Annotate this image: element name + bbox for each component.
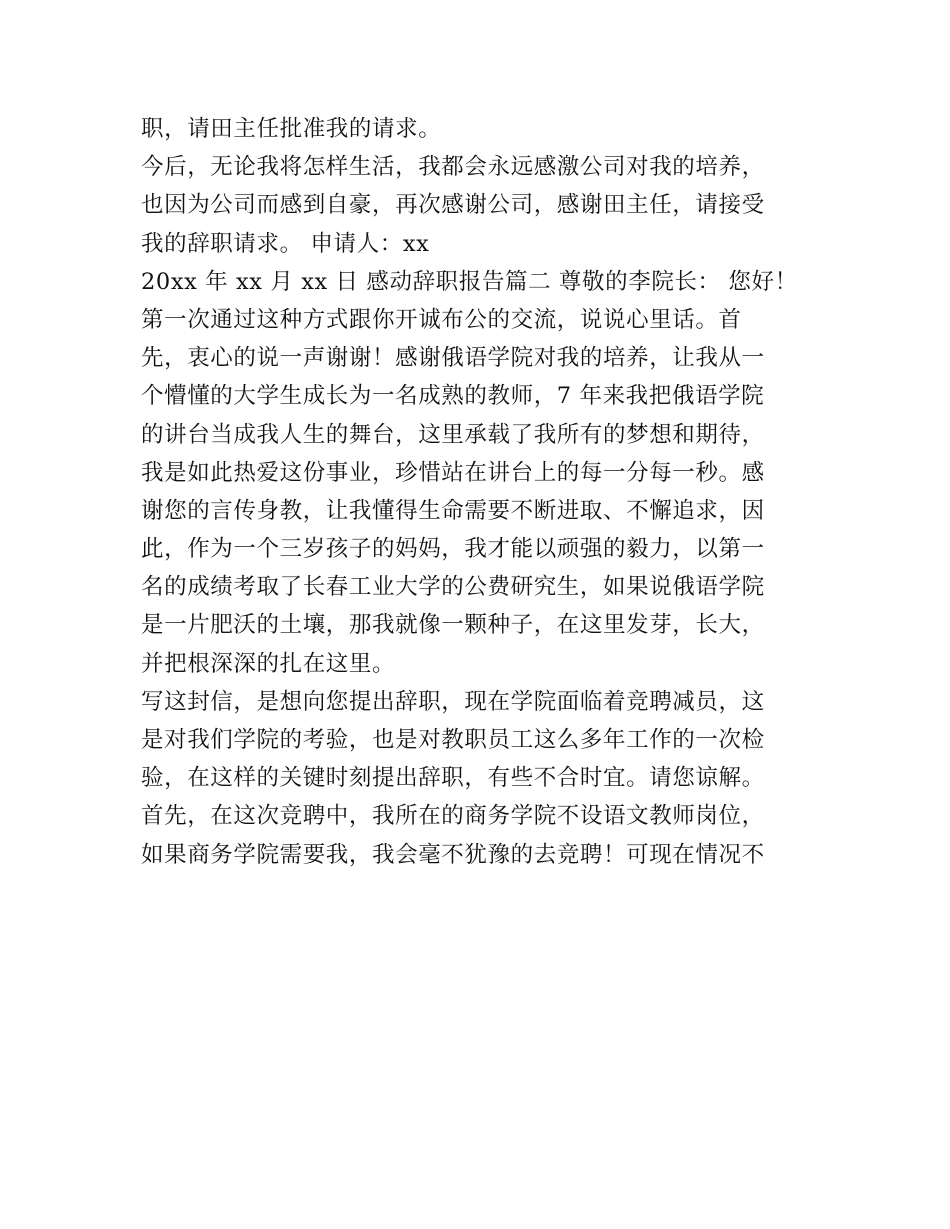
text-line: 是对我们学院的考验，也是对教职员工这么多年工作的一次检 bbox=[141, 727, 765, 753]
text-line: 20xx 年 xx 月 xx 日 感动辞职报告篇二 尊敬的李院长： 您好！ bbox=[141, 268, 798, 295]
text-line: 先，衷心的说一声谢谢！感谢俄语学院对我的培养，让我从一 bbox=[141, 345, 765, 372]
text-line: 此，作为一个三岁孩子的妈妈，我才能以顽强的毅力，以第一 bbox=[141, 536, 765, 563]
text-line: 验，在这样的关键时刻提出辞职，有些不合时宜。请您谅解。 bbox=[141, 765, 765, 792]
text-line: 个懵懂的大学生成长为一名成熟的教师，7 年来我把俄语学院 bbox=[141, 383, 765, 410]
text-line: 也因为公司而感到自豪，再次感谢公司，感谢田主任，请接受 bbox=[141, 192, 765, 219]
text-line: 职，请田主任批准我的请求。 bbox=[141, 116, 442, 142]
text-line: 我的辞职请求。 申请人：xx bbox=[141, 230, 430, 257]
text-line: 首先，在这次竞聘中，我所在的商务学院不设语文教师岗位， bbox=[141, 803, 765, 830]
text-line: 是一片肥沃的土壤，那我就像一颗种子，在这里发芽，长大， bbox=[141, 612, 765, 639]
text-line: 今后，无论我将怎样生活，我都会永远感激公司对我的培养， bbox=[141, 154, 765, 181]
text-line: 如果商务学院需要我，我会毫不犹豫的去竞聘！可现在情况不 bbox=[141, 841, 765, 868]
text-line: 写这封信，是想向您提出辞职，现在学院面临着竞聘减员，这 bbox=[141, 688, 765, 715]
text-line: 第一次通过这种方式跟你开诚布公的交流，说说心里话。首 bbox=[141, 306, 742, 333]
text-line: 的讲台当成我人生的舞台，这里承载了我所有的梦想和期待， bbox=[141, 421, 765, 448]
text-line: 我是如此热爱这份事业，珍惜站在讲台上的每一分每一秒。感 bbox=[141, 459, 765, 486]
text-line: 谢您的言传身教，让我懂得生命需要不断进取、不懈追求，因 bbox=[141, 497, 765, 524]
text-line: 名的成绩考取了长春工业大学的公费研究生，如果说俄语学院 bbox=[141, 574, 765, 601]
document-body bbox=[141, 110, 821, 874]
text-line: 并把根深深的扎在这里。 bbox=[141, 650, 396, 677]
